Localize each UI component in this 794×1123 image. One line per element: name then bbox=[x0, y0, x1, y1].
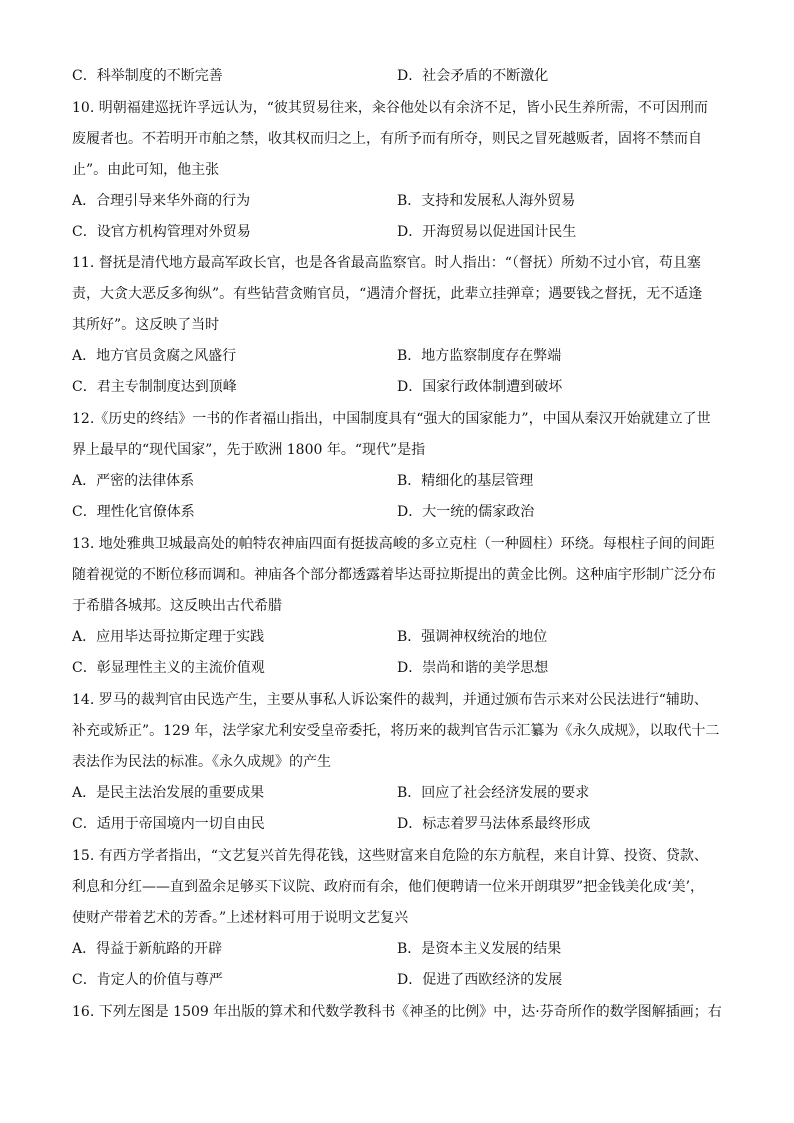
q12-stem-line-2: 界上最早的“现代国家”，先于欧洲 1800 年。“现代”是指 bbox=[72, 442, 426, 458]
q13-stem-line-3: 于希腊各城邦。这反映出古代希腊 bbox=[72, 598, 282, 614]
q10-stem-line-3: 止”。由此可知，他主张 bbox=[72, 162, 220, 178]
q14-stem-line-2: 补充或矫正”。129 年，法学家尤利安受皇帝委托，将历来的裁判官告示汇纂为《永久成规》，以取代十二 bbox=[72, 723, 720, 739]
q13-stem-line-1: 13. 地处雅典卫城最高处的帕特农神庙四面有挺拔高峻的多立克柱（一种圆柱）环绕。每根柱子间的间距 bbox=[72, 536, 715, 552]
q14-option-b: B．回应了社会经济发展的要求 bbox=[397, 785, 590, 801]
q11-option-a: A．地方官员贪腐之风盛行 bbox=[72, 348, 237, 364]
q13-option-a: A．应用毕达哥拉斯定理于实践 bbox=[72, 629, 265, 645]
q15-option-a: A．得益于新航路的开辟 bbox=[72, 941, 223, 957]
q10-option-d: D．开海贸易以促进国计民生 bbox=[397, 224, 577, 240]
q9-option-d: D．社会矛盾的不断激化 bbox=[397, 68, 549, 84]
q12-option-d: D．大一统的儒家政治 bbox=[397, 504, 535, 520]
q14-stem-line-3: 表法作为民法的标准。《永久成规》的产生 bbox=[72, 754, 331, 770]
q15-stem-line-1: 15. 有西方学者指出，“文艺复兴首先得花钱，这些财富来自危险的东方航程，来自计算、投资、贷款、 bbox=[72, 848, 708, 864]
q10-option-c: C．设官方机构管理对外贸易 bbox=[72, 224, 251, 240]
q12-option-a: A．严密的法律体系 bbox=[72, 473, 195, 489]
q16-stem-line-1: 16. 下列左图是 1509 年出版的算术和代数学教科书《神圣的比例》中，达·芬奇所作的数学图解插画；右 bbox=[72, 1004, 722, 1020]
q10-option-b: B．支持和发展私人海外贸易 bbox=[397, 193, 576, 209]
q10-option-a: A．合理引导来华外商的行为 bbox=[72, 193, 251, 209]
q12-stem-line-1: 12.《历史的终结》一书的作者福山指出，中国制度具有“强大的国家能力”，中国从秦汉开始就建立了世 bbox=[72, 411, 711, 427]
q14-stem-line-1: 14. 罗马的裁判官由民选产生，主要从事私人诉讼案件的裁判，并通过颁布告示来对公民法进行“辅助、 bbox=[72, 692, 708, 708]
q13-option-b: B．强调神权统治的地位 bbox=[397, 629, 548, 645]
q11-option-d: D．国家行政体制遭到破坏 bbox=[397, 379, 563, 395]
q11-option-c: C．君主专制制度达到顶峰 bbox=[72, 379, 237, 395]
q15-stem-line-3: 使财产带着艺术的芳香。”上述材料可用于说明文艺复兴 bbox=[72, 910, 409, 926]
q14-option-a: A．是民主法治发展的重要成果 bbox=[72, 785, 265, 801]
q12-option-b: B．精细化的基层管理 bbox=[397, 473, 534, 489]
q11-stem-line-3: 其所好”。这反映了当时 bbox=[72, 317, 220, 333]
q13-stem-line-2: 随着视觉的不断位移而调和。神庙各个部分都透露着毕达哥拉斯提出的黄金比例。这种庙宇形制广泛分布 bbox=[72, 567, 716, 583]
q12-option-c: C．理性化官僚体系 bbox=[72, 504, 195, 520]
q14-option-d: D．标志着罗马法体系最终形成 bbox=[397, 816, 591, 832]
q13-option-d: D．崇尚和谐的美学思想 bbox=[397, 660, 549, 676]
q10-stem-line-1: 10. 明朝福建巡抚许孚远认为，“彼其贸易往来，籴谷他处以有余济不足，皆小民生养所需，不可因刑而 bbox=[72, 100, 708, 116]
q9-option-c: C．科举制度的不断完善 bbox=[72, 68, 223, 84]
q15-option-c: C．肯定人的价值与尊严 bbox=[72, 972, 223, 988]
q15-option-b: B．是资本主义发展的结果 bbox=[397, 941, 562, 957]
q13-option-c: C．彰显理性主义的主流价值观 bbox=[72, 660, 265, 676]
q11-stem-line-1: 11. 督抚是清代地方最高军政长官，也是各省最高监察官。时人指出：“（督抚）所劾不过小官，苟且塞 bbox=[72, 255, 701, 271]
q11-option-b: B．地方监察制度存在弊端 bbox=[397, 348, 562, 364]
q14-option-c: C．适用于帝国境内一切自由民 bbox=[72, 816, 265, 832]
q10-stem-line-2: 废履者也。不若明开市舶之禁，收其权而归之上，有所予而有所夺，则民之冒死越贩者，固将不禁而自 bbox=[72, 131, 702, 147]
q11-stem-line-2: 责，大贪大恶反多徇纵”。有些钻营贪贿官员，“遇清介督抚，此辈立挂弹章；遇要钱之督抚，无不适逢 bbox=[72, 286, 703, 302]
q15-stem-line-2: 利息和分红——直到盈余足够买下议院、政府而有余，他们便聘请一位米开朗琪罗”把金钱美化成‘美’， bbox=[72, 879, 705, 895]
q15-option-d: D．促进了西欧经济的发展 bbox=[397, 972, 563, 988]
